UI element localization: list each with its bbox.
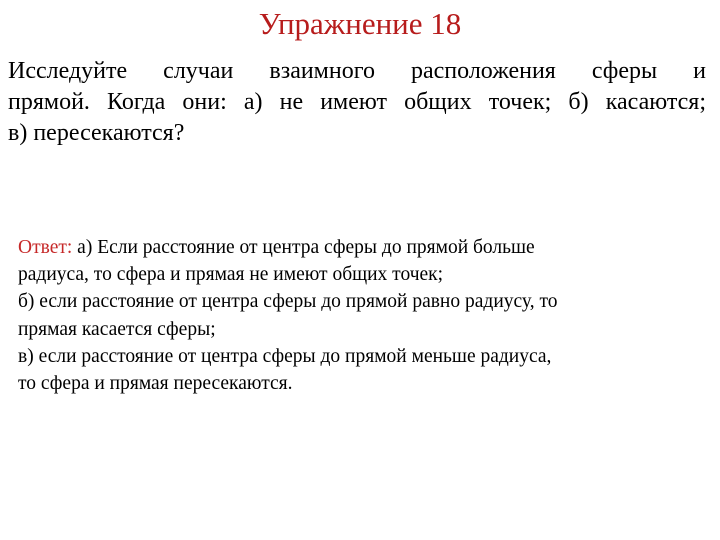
answer-line: в) если расстояние от центра сферы до прямой меньше радиуса, — [18, 345, 552, 367]
answer-first-line-text: а) Если расстояние от центра сферы до прямой больше — [72, 237, 535, 258]
answer-line: б) если расстояние от центра сферы до прямой равно радиусу, то — [18, 291, 558, 313]
answer-line: прямая касается сферы; — [18, 318, 216, 340]
answer-text — [18, 234, 708, 397]
question-line: Исследуйте случаи взаимного расположения сферы и — [8, 58, 706, 84]
page-title: Упражнение 18 — [258, 6, 462, 41]
answer-label: Ответ: — [18, 237, 73, 258]
answer-line — [18, 234, 708, 261]
question-text — [8, 56, 706, 149]
answer-line: то сфера и прямая пересекаются. — [18, 373, 293, 395]
answer-line: радиуса, то сфера и прямая не имеют общих точек; — [18, 264, 444, 286]
question-line: прямой. Когда они: а) не имеют общих точек; б) касаются; — [8, 89, 706, 115]
question-line: в) пересекаются? — [8, 120, 185, 146]
